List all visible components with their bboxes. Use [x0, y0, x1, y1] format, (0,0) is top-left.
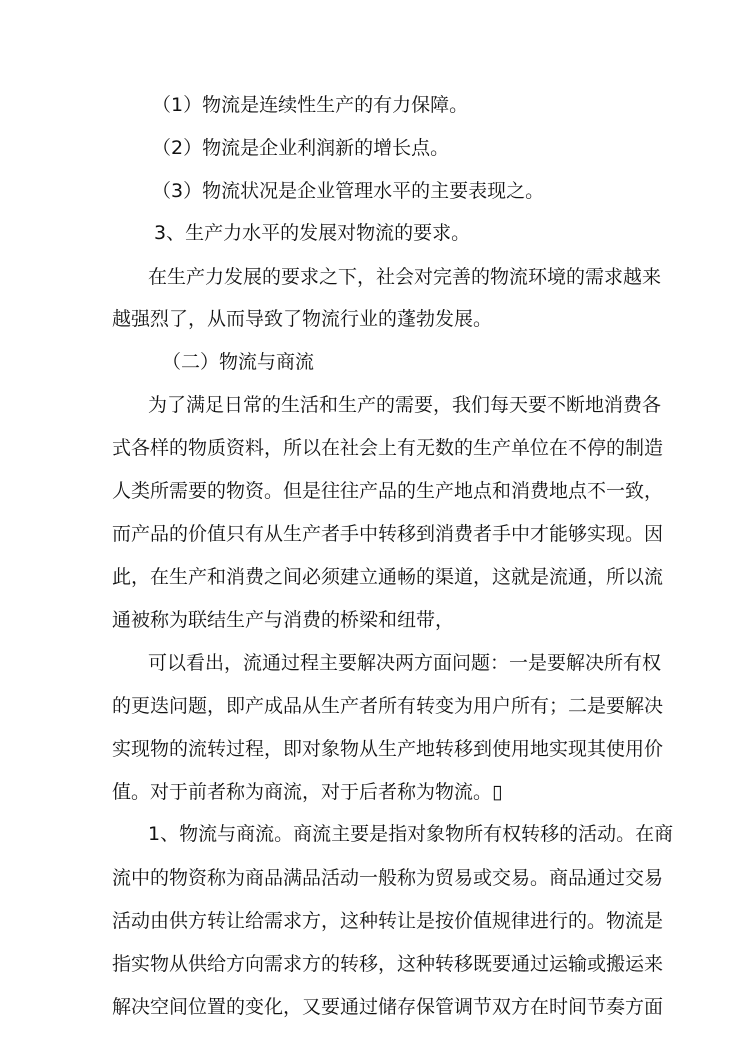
paragraph-3-line-1: 可以看出，流通过程主要解决两方面问题：一是要解决所有权 — [148, 652, 662, 674]
paragraph-3-line-3: 实现物的流转过程，即对象物从生产地转移到使用地实现其使用价 — [112, 738, 664, 760]
paragraph-4-line-3: 活动由供方转让给需求方，这种转让是按价值规律进行的。物流是 — [112, 910, 664, 932]
paragraph-2-line-1: 为了满足日常的生活和生产的需要，我们每天要不断地消费各 — [148, 394, 662, 416]
subheading-3: 3、生产力水平的发展对物流的要求。 — [154, 222, 471, 244]
paragraph-2-line-4: 而产品的价值只有从生产者手中转移到消费者手中才能够实现。因 — [112, 523, 664, 545]
paragraph-2-line-3: 人类所需要的物资。但是往往产品的生产地点和消费地点不一致， — [112, 480, 664, 502]
paragraph-4-line-5: 解决空间位置的变化，又要通过储存保管调节双方在时间节奏方面 — [112, 996, 664, 1018]
paragraph-4-line-2: 流中的物资称为商品满品活动一般称为贸易或交易。商品通过交易 — [112, 867, 664, 889]
paragraph-4-line-4: 指实物从供给方向需求方的转移，这种转移既要通过运输或搬运来 — [112, 953, 664, 975]
paragraph-4-line-1: 1、物流与商流。商流主要是指对象物所有权转移的活动。在商 — [148, 823, 674, 845]
section-heading: （二）物流与商流 — [162, 351, 315, 373]
list-item-1: （1）物流是连续性生产的有力保障。 — [152, 94, 469, 116]
paragraph-2-line-5: 此，在生产和消费之间必须建立通畅的渠道，这就是流通，所以流 — [112, 566, 664, 588]
paragraph-1-line-1: 在生产力发展的要求之下，社会对完善的物流环境的需求越来 — [148, 266, 662, 288]
paragraph-2-line-2: 式各样的物质资料，所以在社会上有无数的生产单位在不停的制造 — [112, 437, 664, 459]
list-item-2: （2）物流是企业利润新的增长点。 — [152, 137, 450, 159]
paragraph-3-line-4: 值。对于前者称为商流，对于后者称为物流。▯ — [112, 781, 503, 803]
paragraph-2-line-6: 通被称为联结生产与消费的桥梁和纽带， — [112, 609, 455, 631]
list-item-3: （3）物流状况是企业管理水平的主要表现之。 — [152, 180, 545, 202]
paragraph-3-line-2: 的更迭问题，即产成品从生产者所有转变为用户所有；二是要解决 — [112, 695, 664, 717]
paragraph-1-line-2: 越强烈了，从而导致了物流行业的蓬勃发展。 — [112, 308, 493, 330]
